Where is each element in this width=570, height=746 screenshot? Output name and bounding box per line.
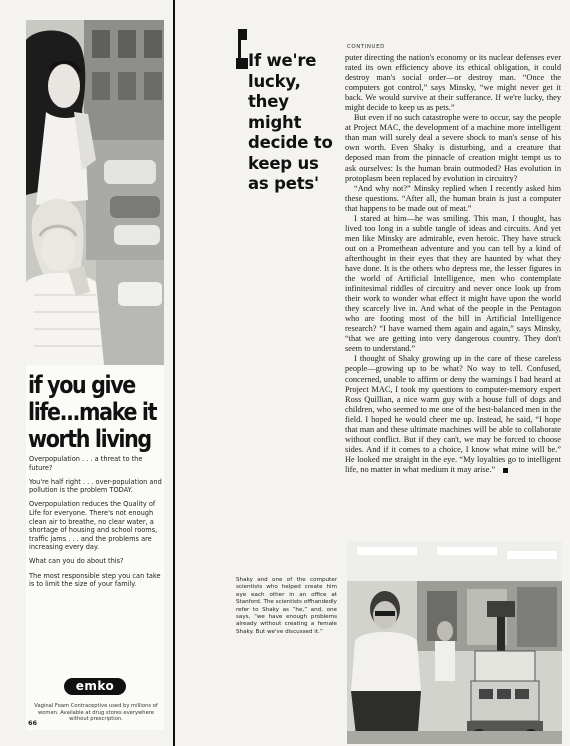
ad-paragraph: Overpopulation reduces the Quality of Life for everyone. There's not enough clean air to breathe, no clear water, a shortage of housing and school rooms, traffic jams . . . and the problems are increasing every day. [29, 500, 158, 552]
ad-headline [28, 371, 157, 453]
ad-headline-line-2: life...make it [28, 398, 157, 426]
ad-paragraph: Overpopulation . . . a threat to the future? [29, 455, 143, 472]
article-paragraph: puter directing the nation's economy or its nuclear defenses ever rated its own efficiency above its ethical obligation, it could destroy man's social order—or destroy man. “Once the computers got control,” says Minsky, “we might never get it back. We would survive at their sufferance. If we're lucky, they might decide to keep us as pets.” [345, 53, 561, 113]
ad-photo-mother-and-daughter [26, 20, 164, 365]
page-number: 66 [28, 719, 38, 727]
article-paragraph-last [345, 354, 561, 475]
end-of-article-mark [503, 468, 508, 473]
column-divider [173, 0, 175, 746]
opening-quote-icon [236, 29, 248, 69]
ad-body-copy [29, 455, 163, 594]
emko-logo: emko [64, 678, 126, 695]
article-paragraph: But even if no such catastrophe were to occur, say the people at Project MAC, the development of a machine more intelligent than man will surely deal a severe shock to man's sense of his own worth. Even Shaky is disturbing, and a creature that deposed man from the pinnacle of creation might tempt us to ask ourselves: Is the human brain outmoded? Has evolution in protoplasm been replaced by evolution in circuitry? [345, 113, 561, 183]
ad-paragraph: What can you do about this? [29, 557, 124, 566]
photo-caption: Shaky and one of the computer scientists who helped create him eye each other in an office at Stanford. The scientists offhandedly refer to Shaky as “he,” and, one says, “we have enough problems already without creating a female Shaky. But we've discussed it.” [236, 577, 337, 635]
article-body [345, 53, 561, 475]
article-paragraph: I stared at him—he was smiling. This man, I thought, has lived too long in a subtle tangle of ideas and circuits. And yet men like Minsky are admirable, even heroic. They have struck out on a Promethean adventure and you can tell by a kind of afterthought in their eyes that they are haunted by what they have done. It is the others who depress me, the lesser figures in the world of Artificial Intelligence, men who contemplate infinitesimal riddles of circuitry and never once look up from their work to wonder what effect it might have upon the world they scarcely live in. And what of the people in the Pentagon who are footing most of the bill in Artificial Intelligence research? “I have warned them again and again,” says Minsky, “that we are getting into very dangerous country. They don't seem to understand.” [345, 213, 561, 354]
ad-headline-line-1: if you give [28, 371, 135, 399]
lab-photo-shaky-robot [347, 541, 562, 744]
article-paragraph-text: I thought of Shaky growing up in the care of these careless people—growing up to be what? No way to tell. Confused, concerned, unable to affirm or deny the warnings I had heard at Project MAC, I took my questions to computer-memory expert Ross Quillian, a nice warm guy with a house full of dogs and children, who seemed to me one of the best-balanced men in the field. I hoped he would cheer me up. Instead, he said, “I hope that man and these ultimate machines will be able to collaborate without conflict. But if they can't, we may be forced to choose sides. And if it comes to a choice, I know what mine will be.” He looked me straight in the eye. “My loyalties go to intelligent life, no matter in what medium it may arise.” [345, 354, 561, 474]
ad-paragraph: The most responsible step you can take is to limit the size of your family. [29, 571, 161, 589]
ad-footnote: Vaginal Foam Contraceptive used by millions of women. Available at drug stores everywhere without prescription. [34, 703, 158, 723]
ad-headline-line-3: worth living [28, 425, 151, 453]
emko-advertisement [26, 20, 164, 730]
pull-quote: If we're lucky, they might decide to keep us as pets' [248, 51, 333, 193]
ad-paragraph: You're half right . . . over-population and pollution is the problem TODAY. [29, 477, 162, 495]
continued-label: CONTINUED [347, 44, 385, 50]
article-paragraph: “And why not?” Minsky replied when I recently asked him these questions. “After all, the human brain is just a computer that happens to be made out of meat.” [345, 183, 561, 213]
